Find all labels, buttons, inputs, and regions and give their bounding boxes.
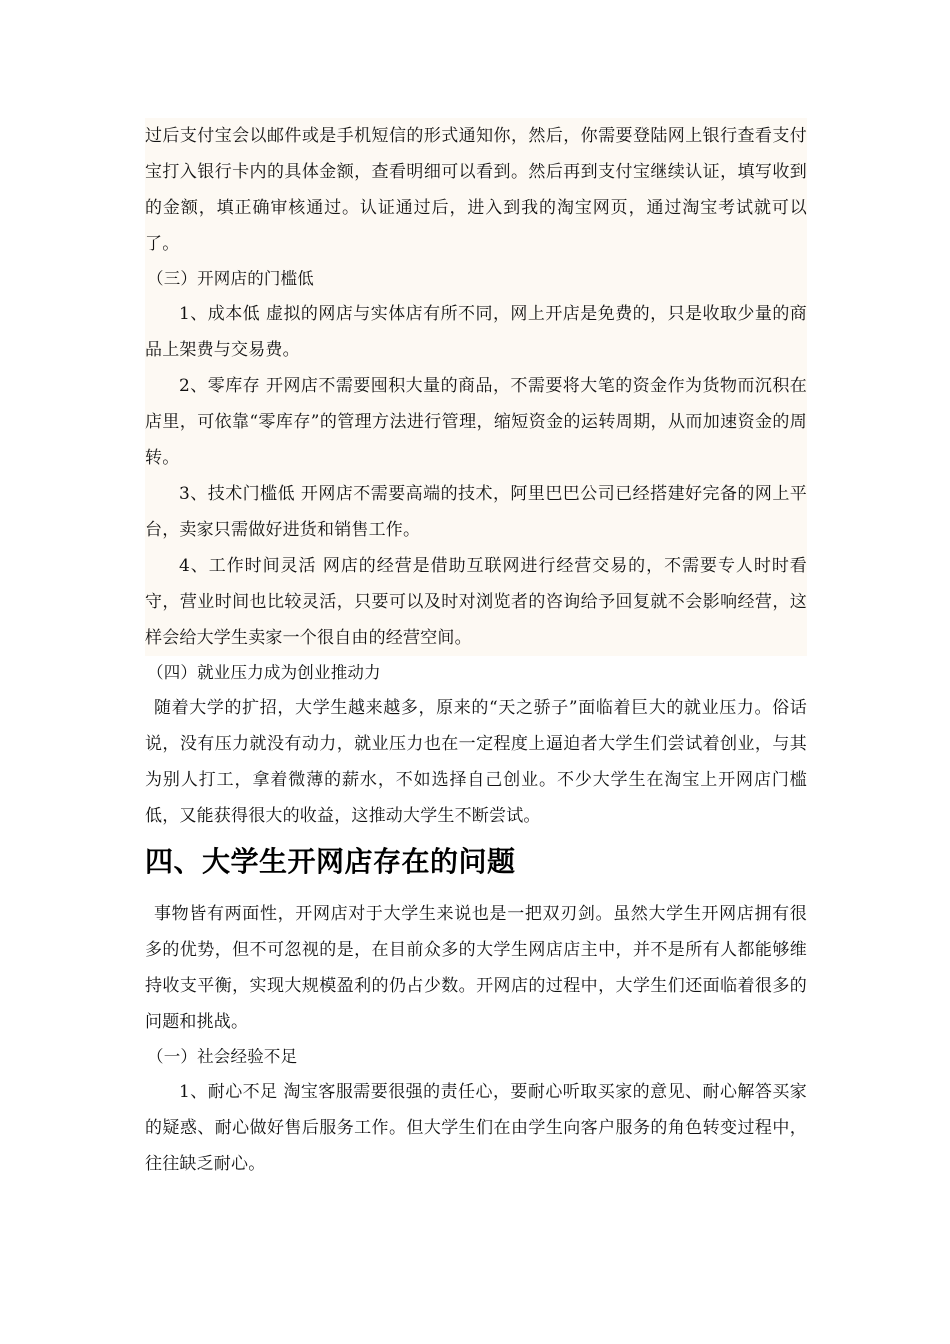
paragraph-alipay-verification: 过后支付宝会以邮件或是手机短信的形式通知你，然后，你需要登陆网上银行查看支付宝打入银行卡内的具体金额，查看明细可以看到。然后再到支付宝继续认证，填写收到的金额，填正确审核通过。认证通过后，进入到我的淘宝网页，通过淘宝考试就可以了。 bbox=[145, 126, 807, 254]
list-item-lack-of-patience: 1、耐心不足 淘宝客服需要很强的责任心，要耐心听取买家的意见、耐心解答买家的疑惑、耐心做好售后服务工作。但大学生们在由学生向客户服务的角色转变过程中，往往缺乏耐心。 bbox=[145, 1082, 807, 1174]
list-item-zero-inventory: 2、零库存 开网店不需要囤积大量的商品，不需要将大笔的资金作为货物而沉积在店里，可依靠“零库存”的管理方法进行管理，缩短资金的运转周期，从而加速资金的周转。 bbox=[145, 376, 807, 468]
shaded-block-advantages bbox=[145, 118, 807, 656]
subheading-lack-of-experience: （一）社会经验不足 bbox=[147, 1047, 298, 1066]
subheading-low-threshold: （三）开网店的门槛低 bbox=[147, 269, 314, 288]
paragraph-problems-intro: 事物皆有两面性，开网店对于大学生来说也是一把双刃剑。虽然大学生开网店拥有很多的优势，但不可忽视的是，在目前众多的大学生网店店主中，并不是所有人都能够维持收支平衡，实现大规模盈利的仍占少数。开网店的过程中，大学生们还面临着很多的问题和挑战。 bbox=[145, 904, 807, 1032]
subheading-employment-pressure: （四）就业压力成为创业推动力 bbox=[147, 663, 381, 682]
list-item-flexible-hours: 4、工作时间灵活 网店的经营是借助互联网进行经营交易的，不需要专人时时看守，营业时间也比较灵活，只要可以及时对浏览者的咨询给予回复就不会影响经营，这样会给大学生卖家一个很自由的经营空间。 bbox=[145, 556, 807, 648]
list-item-low-cost: 1、成本低 虚拟的网店与实体店有所不同，网上开店是免费的，只是收取少量的商品上架费与交易费。 bbox=[145, 304, 807, 360]
paragraph-employment-pressure: 随着大学的扩招，大学生越来越多，原来的“天之骄子”面临着巨大的就业压力。俗话说，没有压力就没有动力，就业压力也在一定程度上逼迫者大学生们尝试着创业，与其为别人打工，拿着微薄的薪水，不如选择自己创业。不少大学生在淘宝上开网店门槛低，又能获得很大的收益，这推动大学生不断尝试。 bbox=[145, 698, 807, 826]
section-title-problems: 四、大学生开网店存在的问题 bbox=[145, 845, 516, 878]
document-body bbox=[145, 118, 807, 1182]
list-item-low-tech-threshold: 3、技术门槛低 开网店不需要高端的技术，阿里巴巴公司已经搭建好完备的网上平台，卖家只需做好进货和销售工作。 bbox=[145, 484, 807, 540]
